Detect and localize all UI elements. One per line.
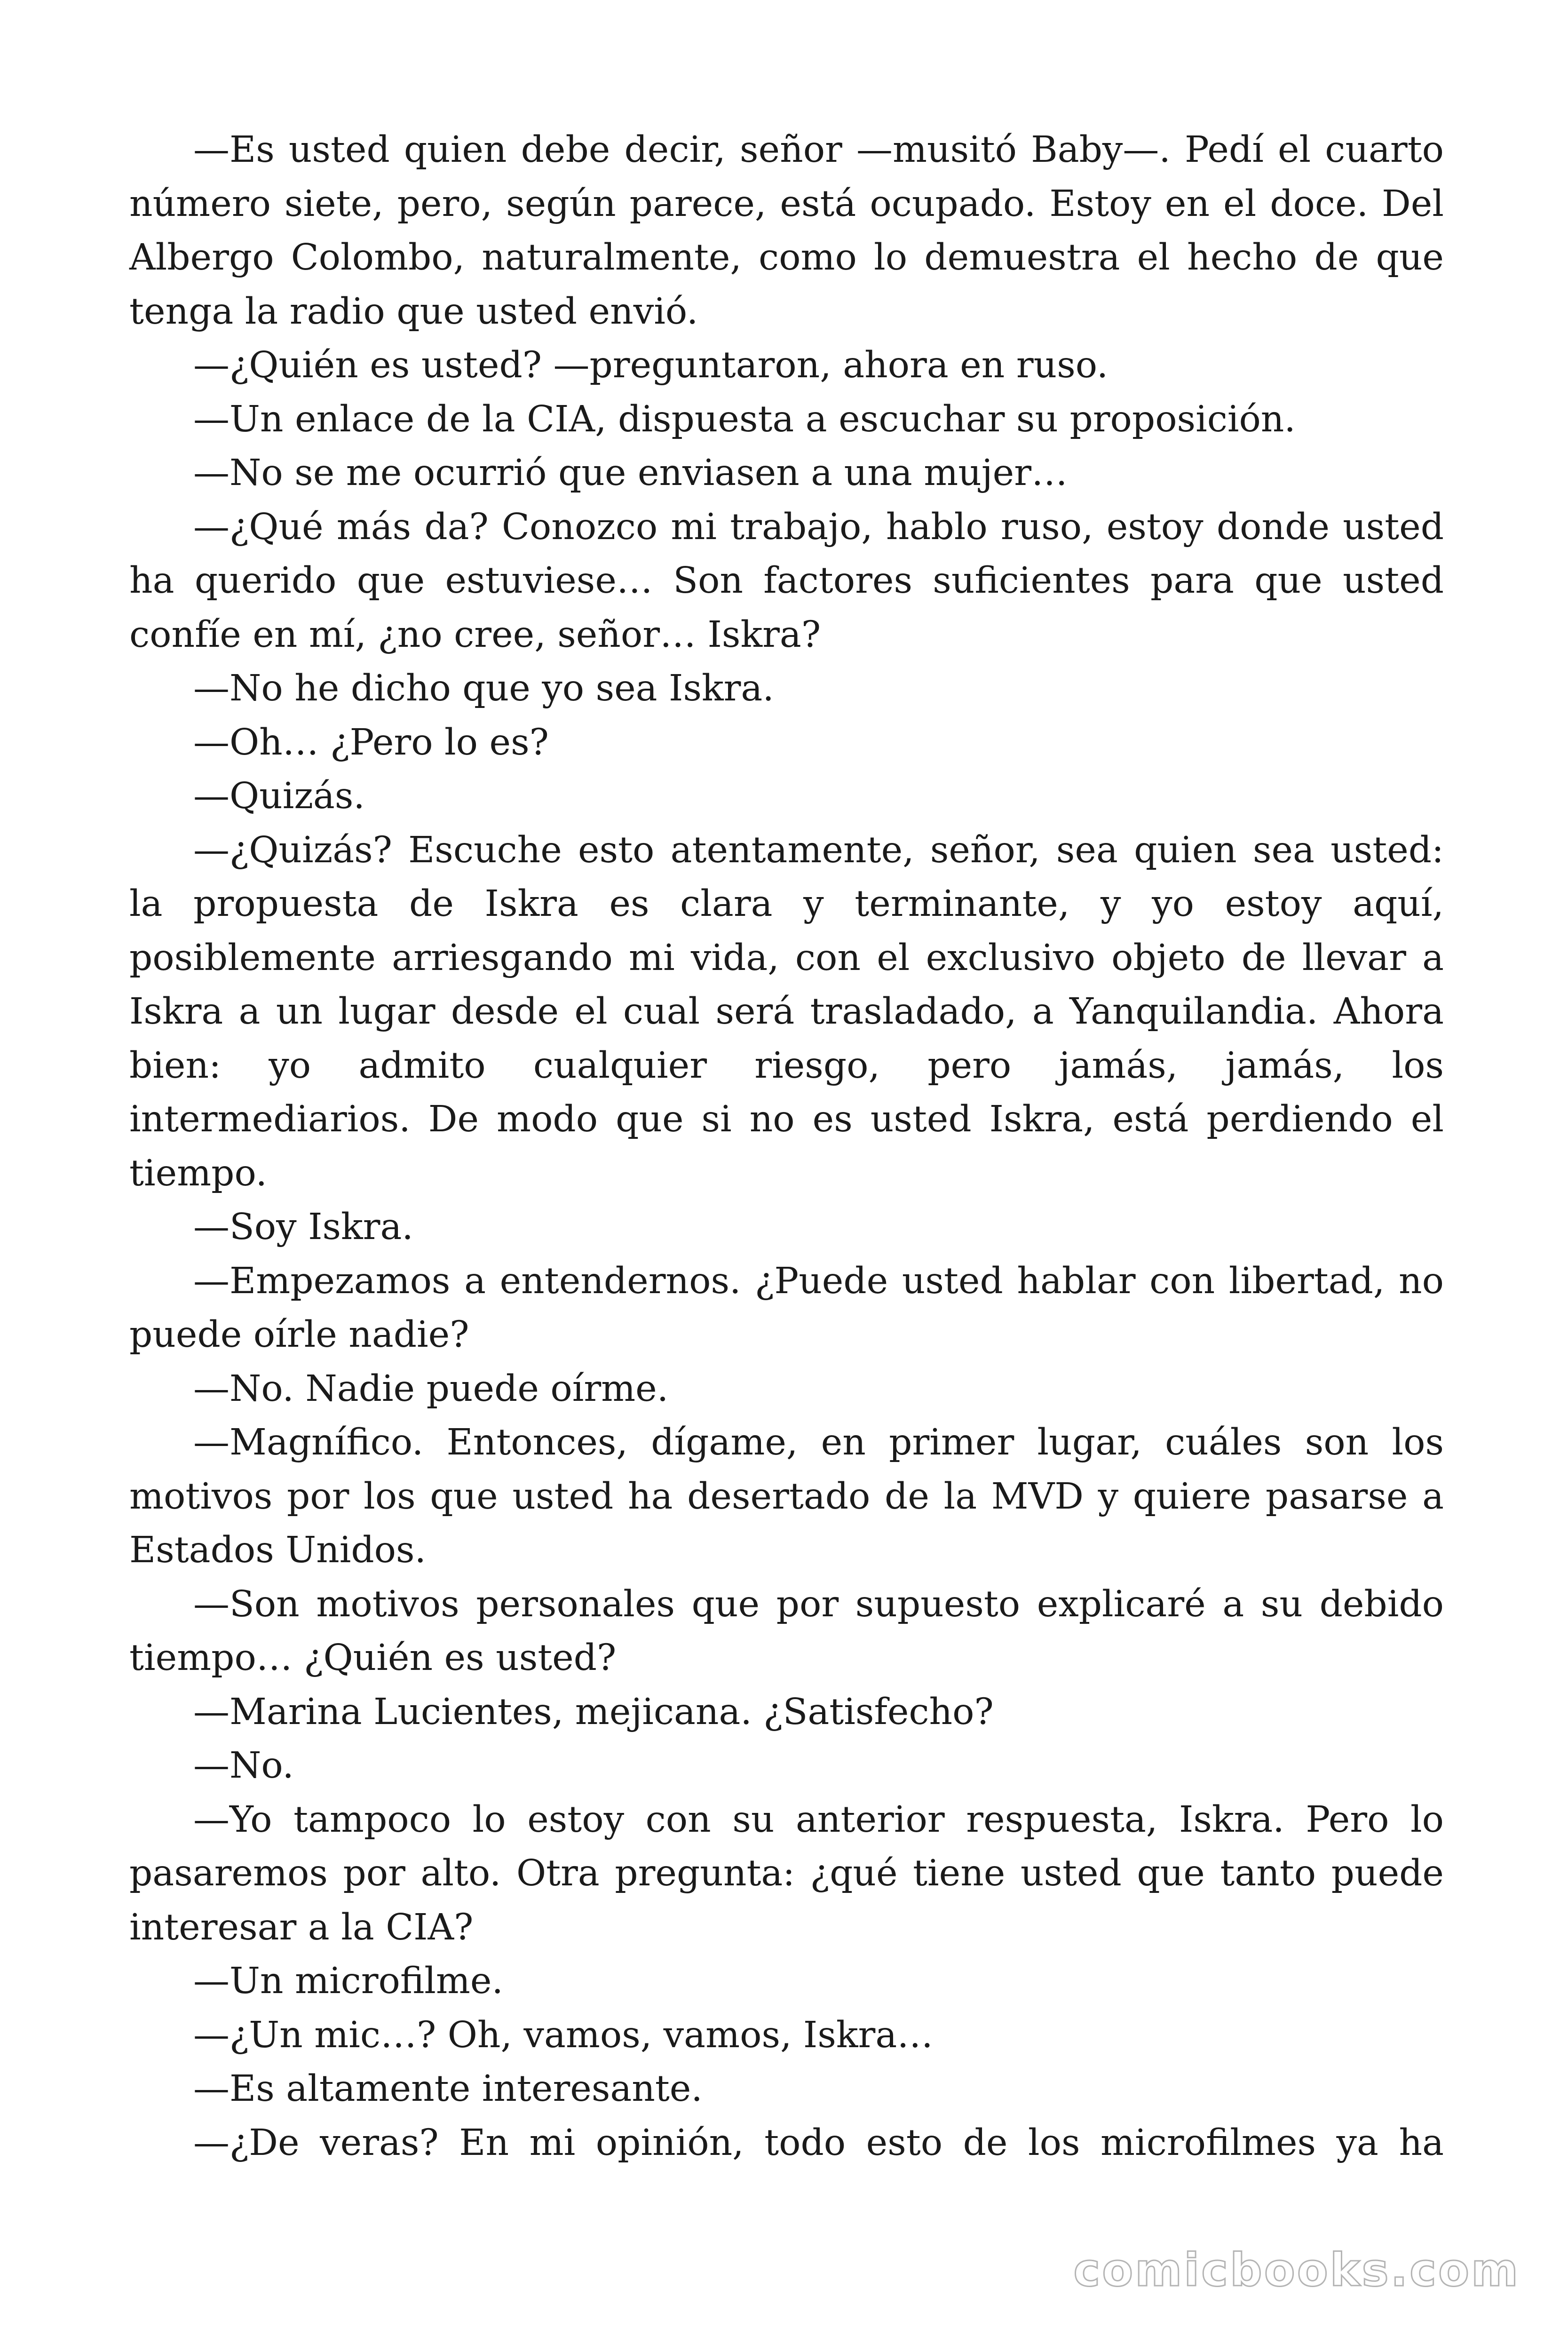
paragraph: —¿De veras? En mi opinión, todo esto de los microfilmes ya ha	[193, 2122, 1444, 2164]
watermark: comicbooks.com	[1073, 2244, 1520, 2296]
paragraph: —No. Nadie puede oírme.	[193, 1367, 669, 1410]
paragraph: —Quizás.	[193, 775, 365, 817]
paragraph: —No.	[193, 1745, 294, 1787]
paragraph: —Oh… ¿Pero lo es?	[193, 721, 549, 763]
paragraph: —¿Quizás? Escuche esto atentamente, señor, sea quien sea usted: la propuesta de Iskra es clara y terminante, y yo estoy aquí, posiblemente arriesgando mi vida, con el exclusivo objeto de llevar a Iskra a un lugar desde el cual será trasladado, a Yanquilandia. Ahora bien: yo admito cualquier riesgo, pero jamás, jamás, los intermediarios. De modo que si no es usted Iskra, está perdiendo el tiempo.	[129, 829, 1444, 1194]
paragraph: —Un enlace de la CIA, dispuesta a escuchar su proposición.	[193, 398, 1296, 440]
paragraph: —No se me ocurrió que enviasen a una mujer…	[193, 452, 1068, 494]
paragraph: —Soy Iskra.	[193, 1206, 413, 1248]
paragraph: —Empezamos a entendernos. ¿Puede usted hablar con libertad, no puede oírle nadie?	[129, 1260, 1444, 1356]
paragraph: —Un microfilme.	[193, 1960, 503, 2002]
paragraph: —¿Qué más da? Conozco mi trabajo, hablo ruso, estoy donde usted ha querido que estuviese… Son factores suficientes para que usted confíe en mí, ¿no cree, señor… Iskra?	[129, 506, 1444, 656]
paragraph: —Magnífico. Entonces, dígame, en primer lugar, cuáles son los motivos por los que usted ha desertado de la MVD y quiere pasarse a Estados Unidos.	[129, 1422, 1444, 1571]
paragraph: —¿Quién es usted? —preguntaron, ahora en ruso.	[193, 344, 1109, 386]
paragraph: —Yo tampoco lo estoy con su anterior respuesta, Iskra. Pero lo pasaremos por alto. Otra pregunta: ¿qué tiene usted que tanto puede interesar a la CIA?	[129, 1798, 1444, 1948]
paragraph: —Marina Lucientes, mejicana. ¿Satisfecho?	[193, 1691, 994, 1733]
paragraph: —No he dicho que yo sea Iskra.	[193, 667, 774, 709]
paragraph: —¿Un mic…? Oh, vamos, vamos, Iskra…	[193, 2014, 934, 2056]
paragraph: —Es usted quien debe decir, señor —musitó Baby—. Pedí el cuarto número siete, pero, según parece, está ocupado. Estoy en el doce. Del Albergo Colombo, naturalmente, como lo demuestra el hecho de que tenga la radio que usted envió.	[129, 129, 1444, 333]
paragraph: —Son motivos personales que por supuesto explicaré a su debido tiempo… ¿Quién es usted?	[129, 1583, 1444, 1679]
page-body	[129, 123, 1444, 2170]
paragraph: —Es altamente interesante.	[193, 2068, 703, 2110]
